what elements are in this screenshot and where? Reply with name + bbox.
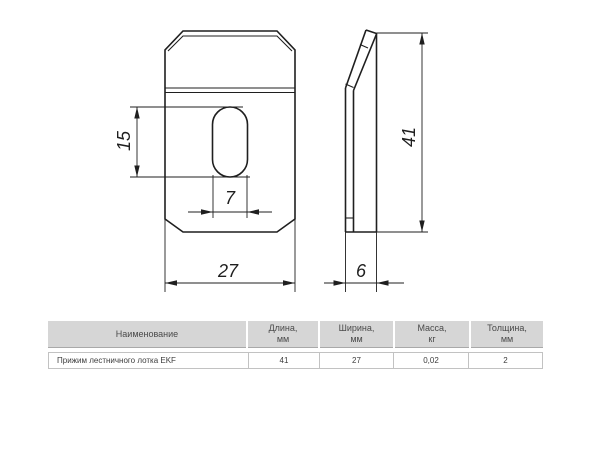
col-header-length-unit: мм — [276, 334, 290, 344]
dim-slot-height — [114, 107, 250, 177]
side-tab-outer — [346, 30, 367, 88]
side-tab-top-edge — [366, 30, 377, 34]
col-header-name — [48, 321, 246, 348]
arrow-right-icon — [334, 280, 346, 285]
dim-label-front-width: 27 — [217, 261, 239, 281]
dim-label-side-thickness: 6 — [355, 261, 367, 281]
table-row — [48, 352, 543, 369]
side-tab-inner — [354, 34, 377, 91]
col-header-thickness — [471, 321, 543, 348]
front-top-bend-edge — [168, 36, 292, 51]
spec-table — [48, 321, 543, 369]
cell-thickness-value: 2 — [468, 353, 542, 368]
arrow-left-icon — [247, 209, 259, 214]
dim-label-slot-height: 15 — [114, 130, 134, 152]
col-header-thickness-unit: мм — [500, 334, 514, 344]
cell-product-name: Прижим лестничного лотка EKF — [57, 356, 176, 365]
side-view — [346, 30, 377, 232]
dim-side-height — [377, 33, 429, 232]
dim-label-slot-width: 7 — [224, 188, 236, 208]
side-bend-tick-top — [360, 45, 368, 49]
col-header-thickness-title: Толщина, — [487, 323, 527, 333]
col-header-mass-title: Масса, — [417, 323, 447, 333]
col-header-width-title: Ширина, — [338, 323, 375, 333]
dim-side-thickness — [324, 232, 404, 292]
dim-label-side-height: 41 — [399, 126, 419, 148]
arrow-up-icon — [419, 33, 424, 45]
col-header-length — [248, 321, 318, 348]
arrow-right-icon — [201, 209, 213, 214]
arrow-down-icon — [134, 166, 139, 178]
front-slot — [213, 107, 248, 177]
col-header-name-title: Наименование — [115, 328, 179, 339]
cell-width-value: 27 — [319, 353, 393, 368]
arrow-left-icon — [165, 280, 177, 285]
arrow-right-icon — [283, 280, 295, 285]
cell-mass-value: 0,02 — [393, 353, 468, 368]
col-header-length-title: Длина, — [268, 323, 298, 333]
cell-length-value: 41 — [248, 353, 319, 368]
arrow-down-icon — [419, 221, 424, 233]
col-header-mass — [395, 321, 469, 348]
arrow-up-icon — [134, 107, 139, 119]
col-header-width — [320, 321, 393, 348]
dim-slot-width — [188, 175, 272, 218]
arrow-left-icon — [377, 280, 389, 285]
dim-front-width — [165, 219, 295, 292]
col-header-mass-unit: кг — [428, 334, 436, 344]
spec-table-header-row — [48, 321, 543, 348]
col-header-width-unit: мм — [350, 334, 363, 344]
